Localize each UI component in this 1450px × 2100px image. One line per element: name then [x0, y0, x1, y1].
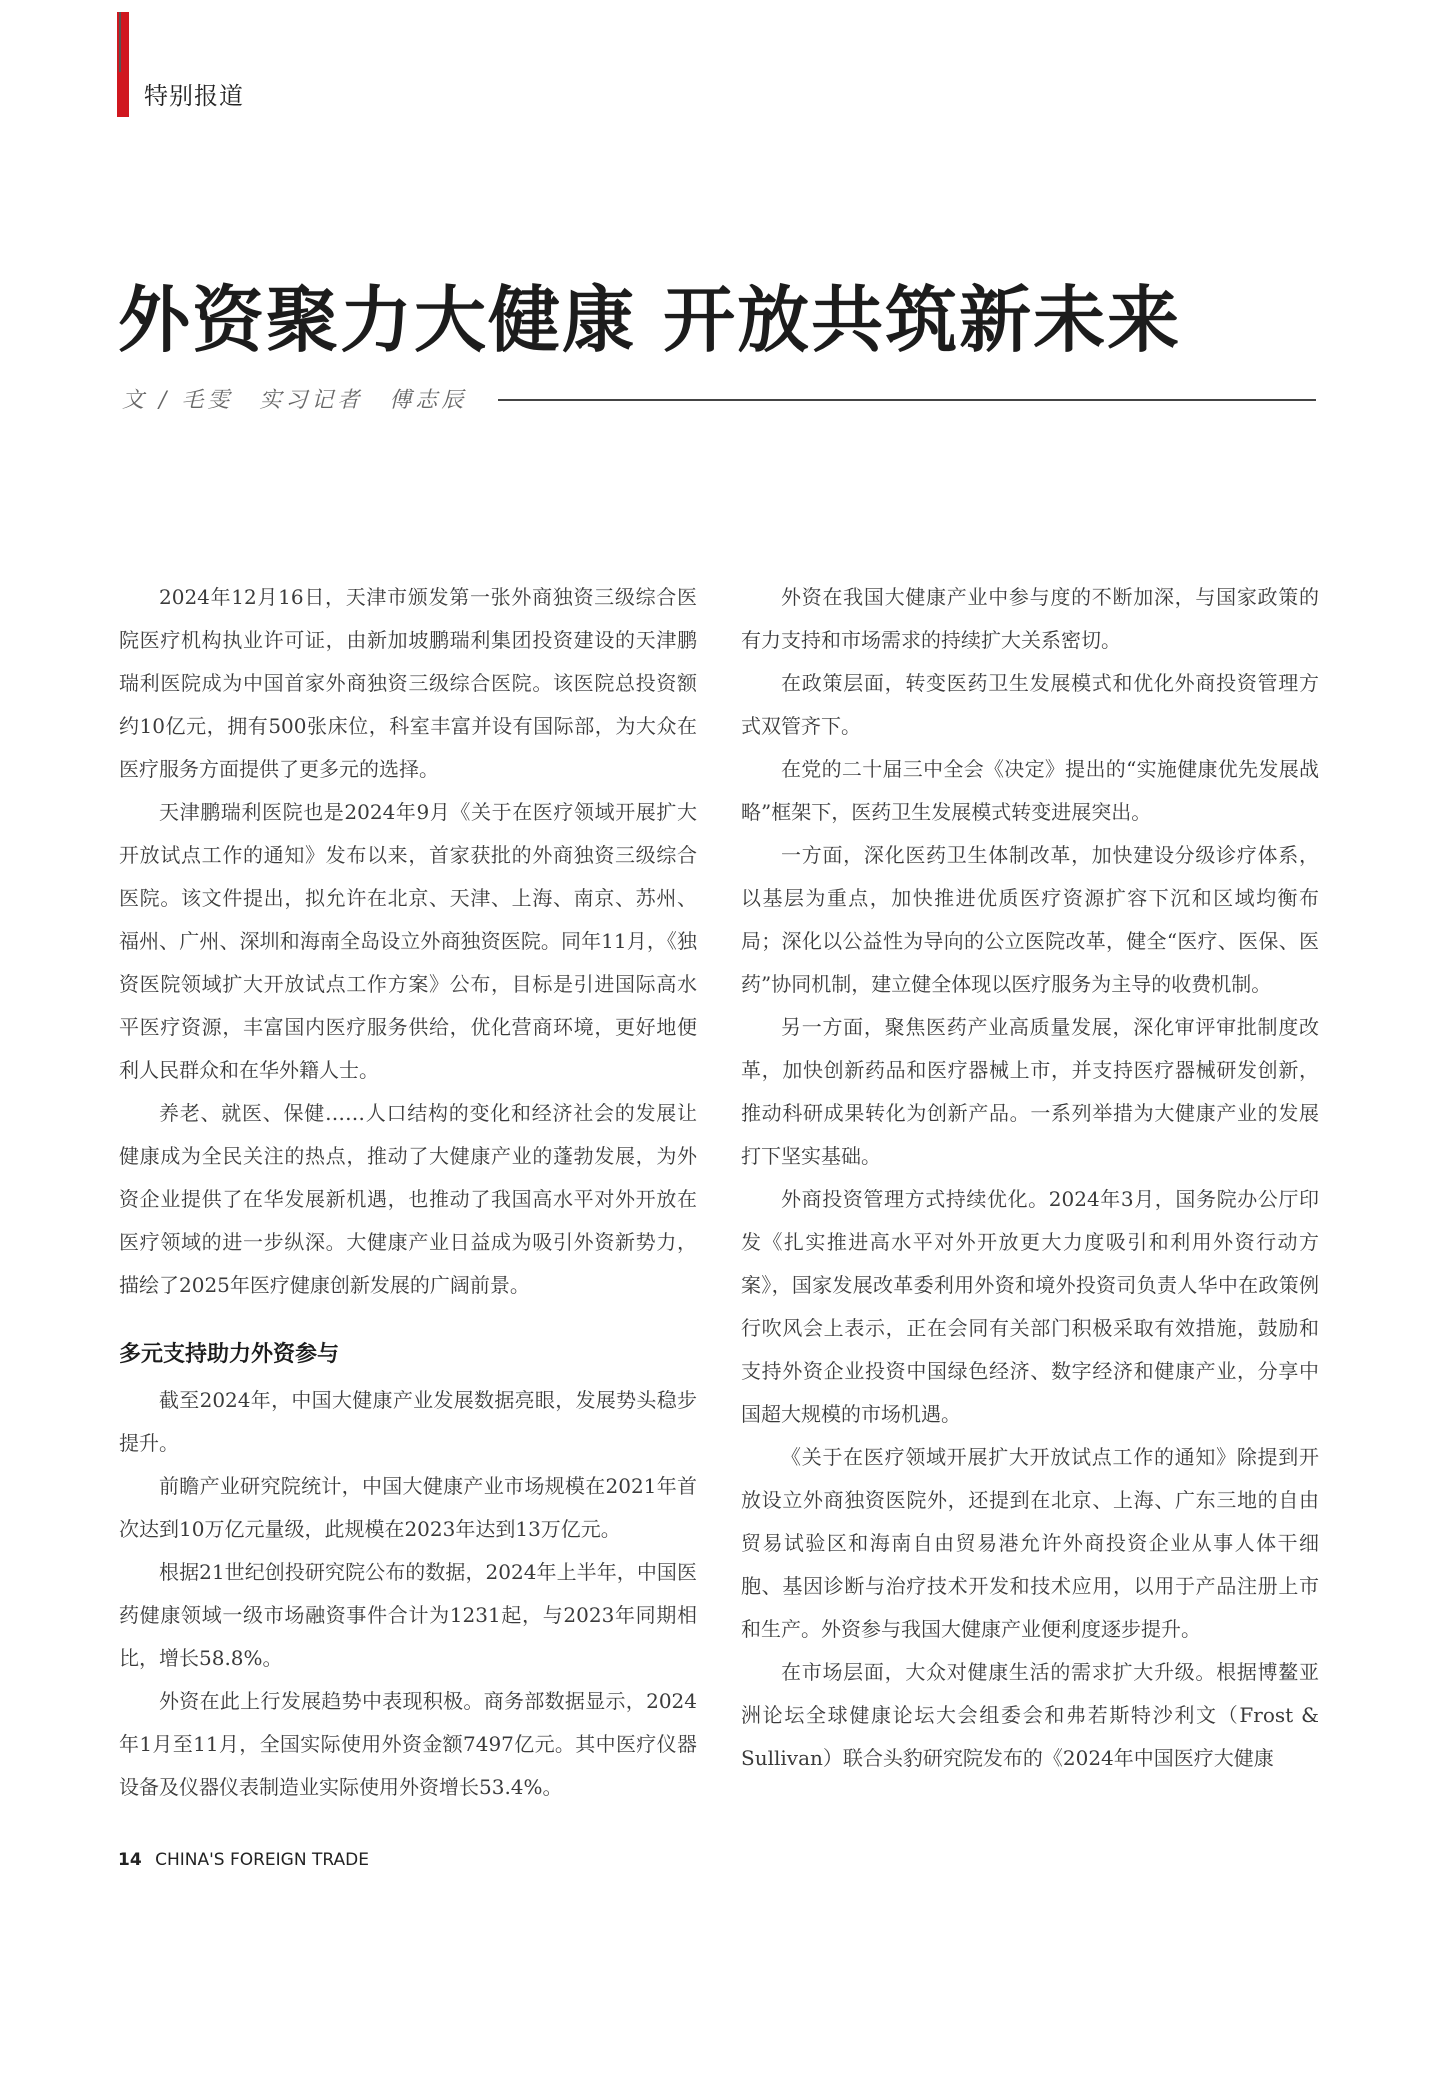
paragraph: 天津鹏瑞利医院也是2024年9月《关于在医疗领域开展扩大开放试点工作的通知》发布以来，首家获批的外商独资三级综合医院。该文件提出，拟允许在北京、天津、上海、南京、苏州、福州、广州、深圳和海南全岛设立外商独资医院。同年11月，《独资医院领域扩大开放试点工作方案》公布，目标是引进国际高水平医疗资源，丰富国内医疗服务供给，优化营商环境，更好地便利人民群众和在华外籍人士。: [119, 800, 697, 1082]
section-label: 特别报道: [144, 82, 244, 110]
article-byline: 文 / 毛雯 实习记者 傅志辰: [122, 388, 468, 413]
right-column: [741, 576, 1319, 1780]
paragraph: 外资在我国大健康产业中参与度的不断加深，与国家政策的有力支持和市场需求的持续扩大关系密切。: [741, 585, 1319, 652]
paragraph: 在党的二十届三中全会《决定》提出的“实施健康优先发展战略”框架下，医药卫生发展模式转变进展突出。: [741, 757, 1319, 824]
page-footer: [118, 1850, 369, 1870]
paragraph: 根据21世纪创投研究院公布的数据，2024年上半年，中国医药健康领域一级市场融资事件合计为1231起，与2023年同期相比，增长58.8%。: [119, 1560, 697, 1670]
left-column: [119, 576, 697, 1809]
paragraph: 养老、就医、保健……人口结构的变化和经济社会的发展让健康成为全民关注的热点，推动了大健康产业的蓬勃发展，为外资企业提供了在华发展新机遇，也推动了我国高水平对外开放在医疗领域的进一步纵深。大健康产业日益成为吸引外资新势力，描绘了2025年医疗健康创新发展的广阔前景。: [119, 1101, 697, 1297]
publication-name: CHINA'S FOREIGN TRADE: [155, 1850, 369, 1870]
paragraph: 截至2024年，中国大健康产业发展数据亮眼，发展势头稳步提升。: [119, 1388, 697, 1455]
paragraph: 外商投资管理方式持续优化。2024年3月，国务院办公厅印发《扎实推进高水平对外开放更大力度吸引和利用外资行动方案》，国家发展改革委利用外资和境外投资司负责人华中在政策例行吹风会上表示，正在会同有关部门积极采取有效措施，鼓励和支持外资企业投资中国绿色经济、数字经济和健康产业，分享中国超大规模的市场机遇。: [741, 1187, 1319, 1426]
paragraph: 在政策层面，转变医药卫生发展模式和优化外商投资管理方式双管齐下。: [741, 671, 1319, 738]
paragraph: 一方面，深化医药卫生体制改革，加快建设分级诊疗体系，以基层为重点，加快推进优质医疗资源扩容下沉和区域均衡布局；深化以公益性为导向的公立医院改革，健全“医疗、医保、医药”协同机制，建立健全体现以医疗服务为主导的收费机制。: [741, 843, 1319, 996]
article-title: 外资聚力大健康 开放共筑新未来: [118, 277, 1182, 362]
paragraph: 前瞻产业研究院统计，中国大健康产业市场规模在2021年首次达到10万亿元量级，此规模在2023年达到13万亿元。: [119, 1474, 697, 1541]
paragraph: 《关于在医疗领域开展扩大开放试点工作的通知》除提到开放设立外商独资医院外，还提到在北京、上海、广东三地的自由贸易试验区和海南自由贸易港允许外商投资企业从事人体干细胞、基因诊断与治疗技术开发和技术应用，以用于产品注册上市和生产。外资参与我国大健康产业便利度逐步提升。: [741, 1445, 1319, 1641]
paragraph: 2024年12月16日，天津市颁发第一张外商独资三级综合医院医疗机构执业许可证，由新加坡鹏瑞利集团投资建设的天津鹏瑞利医院成为中国首家外商独资三级综合医院。该医院总投资额约10亿元，拥有500张床位，科室丰富并设有国际部，为大众在医疗服务方面提供了更多元的选择。: [119, 585, 697, 781]
paragraph: 外资在此上行发展趋势中表现积极。商务部数据显示，2024年1月至11月，全国实际使用外资金额7497亿元。其中医疗仪器设备及仪器仪表制造业实际使用外资增长53.4%。: [119, 1689, 697, 1799]
paragraph: 在市场层面，大众对健康生活的需求扩大升级。根据博鳌亚洲论坛全球健康论坛大会组委会和弗若斯特沙利文（Frost & Sullivan）联合头豹研究院发布的《2024年中国医疗大健康: [741, 1660, 1319, 1770]
paragraph: 另一方面，聚焦医药产业高质量发展，深化审评审批制度改革，加快创新药品和医疗器械上市，并支持医疗器械研发创新，推动科研成果转化为创新产品。一系列举措为大健康产业的发展打下坚实基础。: [741, 1015, 1319, 1168]
section-heading: 多元支持助力外资参与: [119, 1342, 340, 1367]
section-marker-line: [119, 12, 121, 72]
page-number: 14: [118, 1850, 142, 1870]
byline-rule: [498, 399, 1316, 401]
